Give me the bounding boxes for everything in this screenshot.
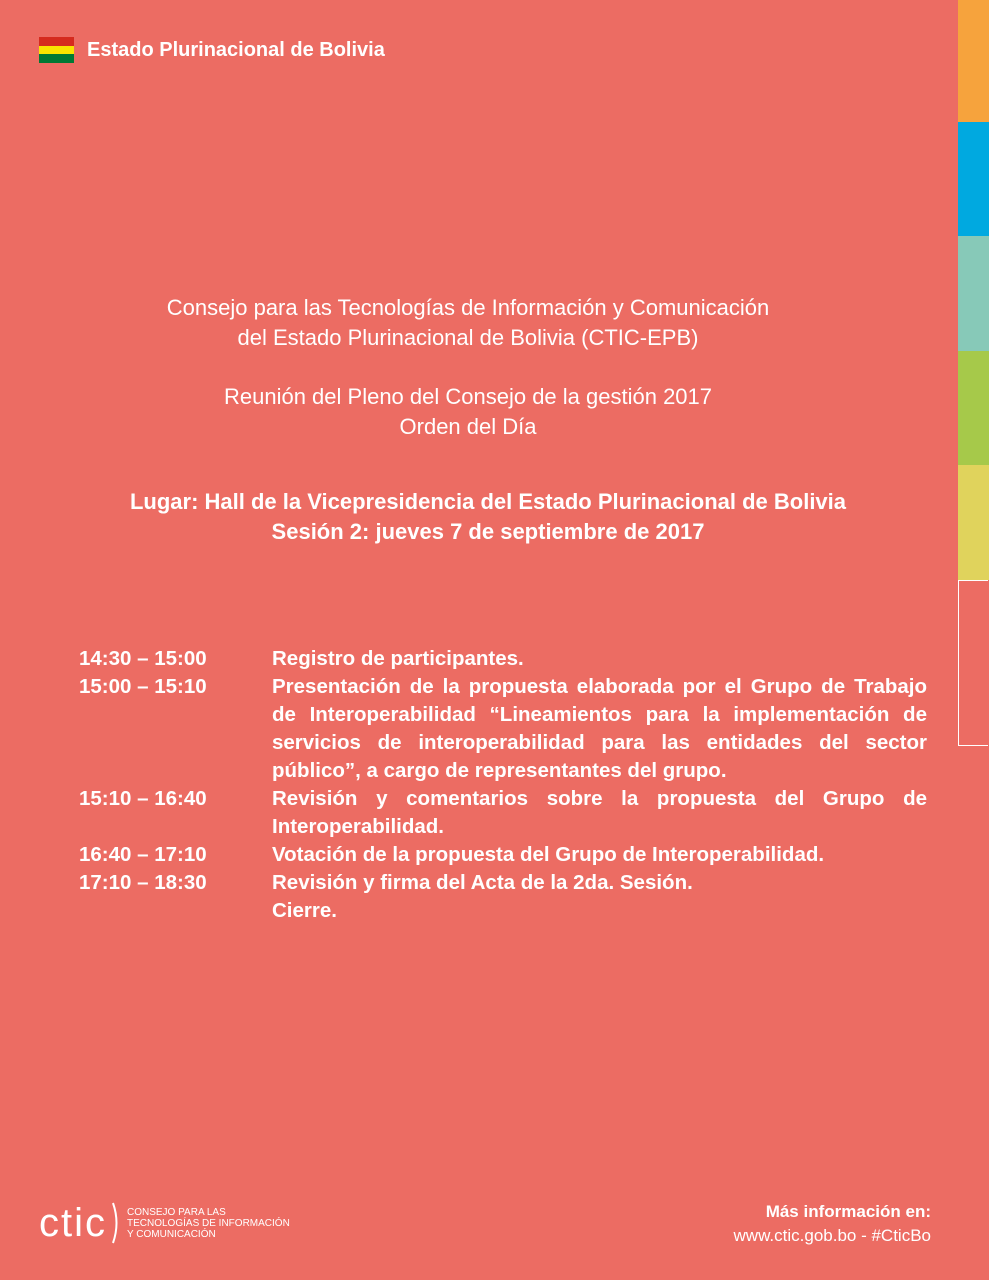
agenda-item: Revisión y comentarios sobre la propuesta del Grupo de Interoperabilidad. [272,787,927,838]
agenda-item: Revisión y firma del Acta de la 2da. Sesión. [272,871,693,894]
agenda-item: Registro de participantes. [272,647,524,670]
agenda-item: Votación de la propuesta del Grupo de Interoperabilidad. [272,843,825,866]
flag-stripe-red [39,37,74,46]
logo-caption-line1: CONSEJO PARA LAS [127,1206,226,1218]
council-name-line2: del Estado Plurinacional de Bolivia (CTIC-EPB) [237,325,699,350]
logo-caption-line3: Y COMUNICACIÓN [127,1228,216,1240]
ctic-logo-caption [127,1207,290,1240]
header-title: Estado Plurinacional de Bolivia [87,39,385,61]
agenda-row [79,785,927,841]
agenda-time: 16:40 – 17:10 [79,843,207,866]
ctic-logo [39,1198,290,1248]
stripe-green [958,351,989,465]
ctic-logo-word: ctic [39,1201,107,1245]
meeting-title-line2: Orden del Día [399,414,537,439]
meeting-title [0,382,936,442]
agenda-row [79,841,927,869]
stripe-teal [958,236,989,351]
stripe-outlined-block [958,580,988,746]
flag-stripe-yellow [39,46,74,55]
agenda-row [79,897,927,925]
meeting-session-date: Sesión 2: jueves 7 de septiembre de 2017 [271,519,705,544]
meeting-location: Lugar: Hall de la Vicepresidencia del Estado Plurinacional de Bolivia [129,489,847,514]
agenda-time [79,897,272,925]
agenda-item: Cierre. [272,899,337,922]
flag-stripe-green [39,54,74,63]
agenda-time: 17:10 – 18:30 [79,871,207,894]
agenda-time: 15:10 – 16:40 [79,787,207,810]
more-info [734,1200,931,1248]
council-name-line1: Consejo para las Tecnologías de Información y Comunicación [166,295,770,320]
meeting-place [0,487,976,547]
more-info-links[interactable]: www.ctic.gob.bo - #CticBo [733,1226,931,1245]
agenda-item: Presentación de la propuesta elaborada por el Grupo de Trabajo de Interoperabilidad “Lineamientos para la implementación de servicios de interoperabilidad para las entidades del sector público”, a cargo de representantes del grupo. [272,675,927,782]
logo-parenthesis-icon [111,1202,121,1244]
agenda-row [79,673,927,785]
more-info-title: Más información en: [765,1202,931,1221]
agenda-time: 15:00 – 15:10 [79,675,207,698]
agenda-row [79,869,927,897]
logo-caption-line2: TECNOLOGÍAS DE INFORMACIÓN [127,1217,290,1229]
council-name [0,293,936,353]
stripe-orange [958,0,989,122]
stripe-blue [958,122,989,236]
meeting-title-line1: Reunión del Pleno del Consejo de la gestión 2017 [223,384,713,409]
agenda-time: 14:30 – 15:00 [79,647,207,670]
agenda-row [79,645,927,673]
bolivia-flag-icon [39,37,74,63]
agenda-list [79,645,927,925]
